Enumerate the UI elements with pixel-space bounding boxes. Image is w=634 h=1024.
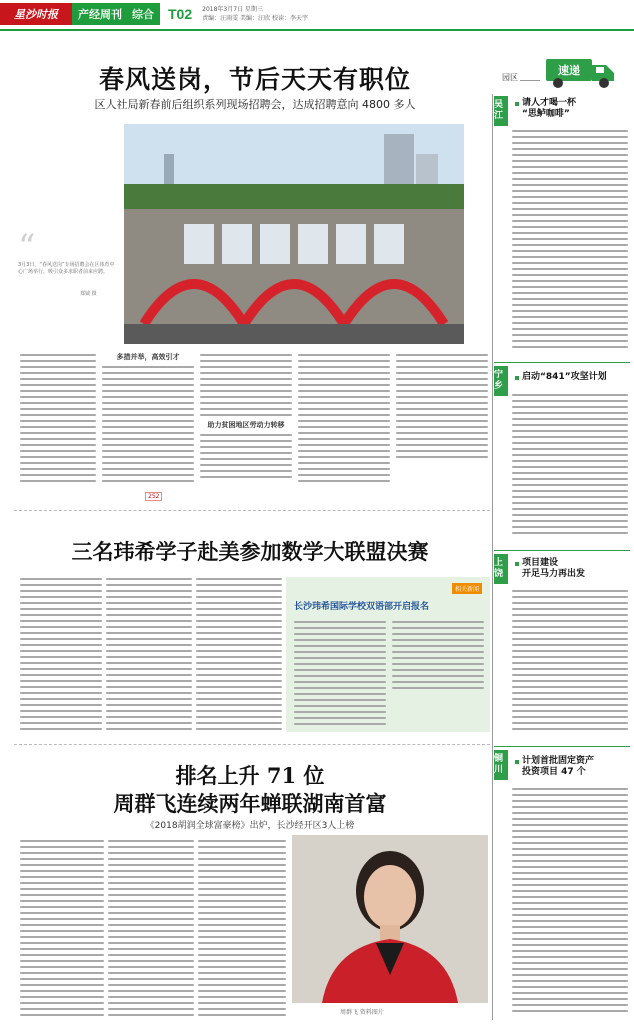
section-label [72, 3, 160, 25]
park-label-rule [520, 80, 540, 81]
sidebar-title-1 [522, 98, 576, 120]
sidebar-text-1 [512, 126, 628, 356]
story2-column-2 [106, 574, 192, 734]
area-name: 铜川 [494, 754, 504, 775]
area-name: 上饶 [494, 558, 504, 579]
story-divider-2 [14, 744, 490, 745]
page-marker: 252 [145, 492, 162, 501]
delivery-truck-icon [540, 55, 628, 91]
related-news-box [286, 577, 490, 732]
headline-math-league: 三名玮希学子赴美参加数学大联盟决赛 [71, 539, 429, 564]
sidebar-title-4-line1: 计划首批固定资产 [522, 756, 595, 766]
story-divider-1 [14, 510, 490, 511]
related-news-tag: 相关新闻 [452, 583, 482, 594]
photo-credit: 郑钺 摄 [80, 291, 97, 297]
speed-label: 速递 [558, 64, 580, 77]
area-tag-tongchuan [494, 750, 508, 780]
sidebar-title-2 [522, 372, 607, 383]
masthead [0, 0, 634, 28]
sidebar-text-4 [512, 784, 628, 1020]
sidebar-rule-1 [494, 362, 630, 363]
story2-column-3 [196, 574, 282, 734]
sidebar-title-3 [522, 558, 585, 580]
story1-column-3 [200, 350, 292, 488]
sidebar-text-3 [512, 586, 628, 736]
story2-column-1 [20, 574, 102, 734]
photo-caption: 3月3日，“春风送岗”专场招聘会在区体育中心广场举行，吸引众多求职者前来应聘。 [18, 262, 115, 275]
story1-column-1 [20, 350, 96, 488]
section-category: 综合 [132, 8, 154, 21]
related-news-column-1 [294, 617, 386, 727]
header-editors: 责编：汪雨雯 美编：汪欣 校读：李天宇 [202, 15, 308, 22]
area-name: 吴江 [494, 100, 504, 121]
sidebar-title-1-line2: “思鲈咖啡” [522, 109, 570, 119]
park-label: 园区 [502, 73, 518, 82]
area-tag-shangrao [494, 554, 508, 584]
bullet-icon [515, 102, 519, 106]
subhead-poverty: 助力贫困地区劳动力转移 [207, 421, 285, 429]
story3-column-3 [198, 836, 286, 1022]
quote-mark-icon: “ [18, 227, 36, 267]
related-news-title: 长沙玮希国际学校双语部开启报名 [294, 602, 430, 612]
story3-column-1 [20, 836, 104, 1022]
area-name: 宁乡 [494, 370, 504, 391]
section-name: 产经周刊 [78, 8, 122, 21]
sidebar-title-1-line1: 请人才喝一杯 [522, 98, 577, 108]
sidebar-text-2 [512, 390, 628, 540]
sidebar-title-3-line1: 项目建设 [522, 558, 559, 568]
header-meta [202, 5, 308, 23]
sidebar-title-2-line1: 启动“841”攻坚计划 [522, 372, 607, 382]
story3-column-2 [108, 836, 194, 1022]
sidebar-title-4-line2: 投资项目 47 个 [522, 767, 586, 777]
sidebar-rule-3 [494, 746, 630, 747]
sidebar-divider [492, 94, 493, 1020]
headline-richest: 周群飞连续两年蝉联湖南首富 [113, 791, 387, 816]
bullet-icon [515, 376, 519, 380]
related-news-column-2 [392, 617, 484, 727]
bullet-icon [515, 760, 519, 764]
sidebar-title-4 [522, 756, 594, 778]
header-rule [0, 29, 634, 31]
story1-column-4 [298, 350, 390, 488]
bullet-icon [515, 562, 519, 566]
portrait-photo [292, 835, 488, 1003]
portrait-caption: 周群飞 资料图片 [340, 1009, 384, 1016]
story1-column-2 [102, 350, 194, 488]
story1-column-5 [396, 350, 488, 488]
headline-main: 春风送岗，节后天天有职位 [98, 65, 411, 94]
headline-rank: 排名上升 71 位 [175, 763, 325, 788]
sidebar-title-3-line2: 开足马力再出发 [522, 569, 586, 579]
subheadline-rich-list: 《2018胡润全球富豪榜》出炉，长沙经开区3人上榜 [145, 821, 355, 831]
page-number: T02 [168, 6, 193, 22]
subheadline-main: 区人社局新春前后组织系列现场招聘会，达成招聘意向 4800 多人 [94, 98, 416, 111]
subhead-recruit: 多措并举，高效引才 [116, 353, 180, 361]
header-date: 2018年3月7日 星期三 [202, 6, 263, 13]
sidebar-rule-2 [494, 550, 630, 551]
area-tag-wujiang [494, 96, 508, 126]
brand-logo: 星沙时报 [0, 3, 72, 25]
area-tag-ningxiang [494, 366, 508, 396]
job-fair-photo [124, 124, 464, 344]
